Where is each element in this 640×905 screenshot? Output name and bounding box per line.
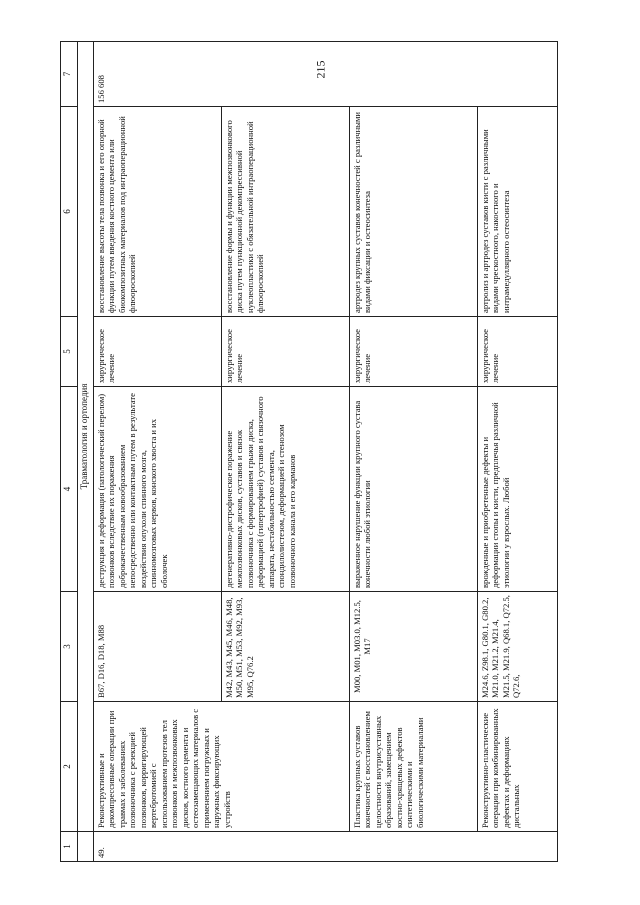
page-number: 215 xyxy=(313,60,328,78)
diagnosis-model: врожденные и приобретенные дефекты и деформации стопы и кисти, предплечья различной этиологии у взрослых. Любой xyxy=(478,387,558,592)
header-cell: 3 xyxy=(61,592,78,702)
treatment-type: хирургическое лечение xyxy=(478,317,558,387)
treatment-method: артролиз и артродез суставов кисти с различными видами чрескостного, накостного и интрамедуллярного остеосинтеза xyxy=(478,107,558,317)
header-cell: 5 xyxy=(61,317,78,387)
icd-codes: M24.6, Z98.1, G80.1, G80.2, M21.0, M21.2, M21.4, M21.5, M21.9, Q68.1, Q72.5, Q72.6, xyxy=(478,592,558,702)
treatment-method: восстановление высоты тела позвонка и его опорной функции путем введения костного цемента или биокомпозитных материалов под интраоперационной флюороскопией xyxy=(94,107,222,317)
intervention-name: Реконструктивно-пластические операции при комбинированных дефектах и деформациях дистальных xyxy=(478,702,558,832)
treatment-method: восстановление формы и функции межпозвонкового диска путем пункционной декомпрессивной нуклеопластики с обязательной интраоперационной флюороскопией xyxy=(222,107,350,317)
medical-care-table xyxy=(60,41,558,862)
diagnosis-model: дегенеративно-дистрофическое поражение межпозвонковых дисков, суставов и связок позвоночника с формированием грыжи диска, деформацией (гипертрофией) суставов и связочного аппарата, нестабильностью сегмента, спондилолистезом, деформацией и стенозом позвоночного канала и его карманов xyxy=(222,387,350,592)
row-number: 49. xyxy=(94,832,558,862)
header-cell: 2 xyxy=(61,702,78,832)
intervention-name: Реконструктивные и декомпрессивные операции при травмах и заболеваниях позвоночника с резекцией позвонков, корригирующей вертебротомией с использованием протезов тел позвонков и межпозвонковых дисков, костного цемента и остеозамещающих материалов с применением погружных и наружных фиксирующих устройств xyxy=(94,702,350,832)
table-row xyxy=(478,42,558,862)
treatment-type: хирургическое лечение xyxy=(222,317,350,387)
header-cell: 1 xyxy=(61,832,78,862)
diagnosis-model: деструкция и деформация (патологический перелом) позвонков вследствие их поражения доброкачественным новообразованием непосредственно или контактным путем в результате воздействия опухоли спинного мозга, спинномозговых нервов, конского хвоста и их оболочек xyxy=(94,387,222,592)
section-title: Травматология и ортопедия xyxy=(78,42,94,832)
treatment-type: хирургическое лечение xyxy=(350,317,478,387)
header-cell: 7 xyxy=(61,42,78,107)
intervention-name: Пластика крупных суставов конечностей с восстановлением целостности внутрисуставных образований, замещением костно-хрящевых дефектов синтетическими и биологическими материалами xyxy=(350,702,478,832)
header-cell: 4 xyxy=(61,387,78,592)
rotated-table-wrapper xyxy=(60,42,580,862)
table-row xyxy=(94,42,222,862)
header-cell: 6 xyxy=(61,107,78,317)
icd-codes: M00, M01, M03.0, M12.5, M17 xyxy=(350,592,478,702)
icd-codes: M42, M43, M45, M46, M48, M50, M51, M53, M92, M93, M95, Q76.2 xyxy=(222,592,350,702)
section-row xyxy=(78,42,94,862)
price-value: 156 608 xyxy=(94,42,558,107)
header-row xyxy=(61,42,78,862)
treatment-type: хирургическое лечение xyxy=(94,317,222,387)
diagnosis-model: выраженное нарушение функции крупного сустава конечности любой этиологии xyxy=(350,387,478,592)
icd-codes: B67, D16, D18, M88 xyxy=(94,592,222,702)
table-row xyxy=(350,42,478,862)
treatment-method: артродез крупных суставов конечностей с различными видами фиксации и остеосинтеза xyxy=(350,107,478,317)
